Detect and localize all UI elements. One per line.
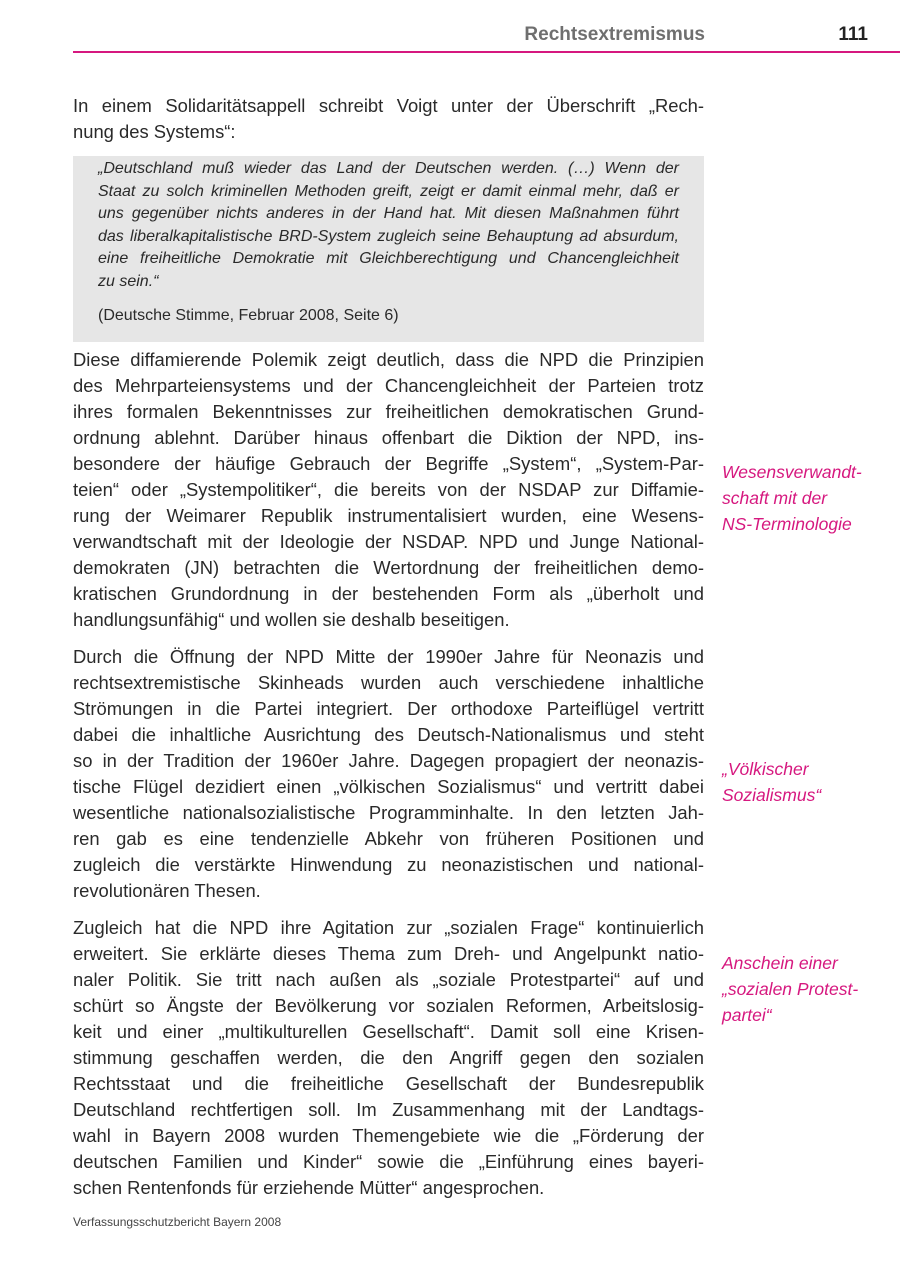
text-line: erweitert. Sie erklärte dieses Thema zum Dreh- und Angelpunkt natio-	[73, 943, 704, 965]
text-line: Rechtsstaat und die freiheitliche Gesellschaft der Bundesrepublik	[73, 1073, 704, 1095]
text-line: „Deutschland muß wieder das Land der Deutschen werden. (…) Wenn der	[98, 160, 679, 177]
quote-source: (Deutsche Stimme, Februar 2008, Seite 6)	[98, 306, 399, 324]
text-line: In einem Solidaritätsappell schreibt Voigt unter der Überschrift „Rech-	[73, 95, 704, 116]
text-line: Wesensverwandt-	[722, 462, 862, 482]
text-line: ordnung ablehnt. Darüber hinaus offenbart die Diktion der NPD, ins-	[73, 427, 704, 449]
text-line: nung des Systems“:	[73, 121, 236, 142]
text-line: „sozialen Protest-	[722, 979, 859, 999]
text-line: Durch die Öffnung der NPD Mitte der 1990er Jahre für Neonazis und	[73, 646, 704, 668]
text-line: verwandtschaft mit der Ideologie der NSDAP. NPD und Junge National-	[73, 531, 704, 553]
quote-text	[98, 158, 679, 294]
text-line: uns gegenüber nichts anderes in der Hand hat. Mit diesen Maßnahmen führt	[98, 205, 679, 223]
text-line: partei“	[722, 1005, 772, 1025]
text-line: schen Rentenfonds für erziehende Mütter“ angesprochen.	[73, 1177, 545, 1199]
header-divider	[73, 51, 900, 53]
intro-paragraph	[73, 93, 704, 145]
margin-note-voelkischer-sozialismus	[722, 756, 892, 808]
main-text-column	[73, 93, 704, 1212]
text-line: stimmung geschaffen werden, die den Angriff gegen den sozialen	[73, 1047, 704, 1069]
section-title: Rechtsextremismus	[524, 24, 705, 45]
text-line: „Völkischer	[722, 759, 809, 779]
text-line: naler Politik. Sie tritt nach außen als „soziale Protestpartei“ auf und	[73, 969, 704, 991]
text-line: des Mehrparteiensystems und der Chancengleichheit der Parteien trotz	[73, 375, 704, 397]
text-line: so in der Tradition der 1960er Jahre. Dagegen propagiert der neonazis-	[73, 750, 704, 772]
text-line: Zugleich hat die NPD ihre Agitation zur „sozialen Frage“ kontinuierlich	[73, 917, 704, 939]
text-line: zu sein.“	[98, 272, 159, 290]
body-paragraph-1	[73, 347, 704, 633]
text-line: Deutschland rechtfertigen soll. Im Zusammenhang mit der Landtags-	[73, 1099, 704, 1121]
text-line: schürt so Ängste der Bevölkerung vor sozialen Reformen, Arbeitslosig-	[73, 995, 704, 1017]
text-line: rechtsextremistische Skinheads wurden auch verschiedene inhaltliche	[73, 672, 704, 694]
text-line: Staat zu solch kriminellen Methoden greift, zeigt er damit einmal mehr, daß er	[98, 182, 679, 200]
text-line: eine freiheitliche Demokratie mit Gleichberechtigung und Chancengleichheit	[98, 250, 679, 268]
text-line: handlungsunfähig“ und wollen sie deshalb beseitigen.	[73, 609, 510, 631]
text-line: keit und einer „multikulturellen Gesellschaft“. Damit soll eine Krisen-	[73, 1021, 704, 1043]
text-line: wesentliche nationalsozialistische Programminhalte. In den letzten Jah-	[73, 802, 704, 824]
text-line: wahl in Bayern 2008 wurden Themengebiete wie die „Förderung der	[73, 1125, 704, 1147]
body-paragraph-3	[73, 915, 704, 1201]
text-line: revolutionären Thesen.	[73, 880, 261, 902]
text-line: deutschen Familien und Kinder“ sowie die „Einführung eines bayeri-	[73, 1151, 704, 1173]
text-line: Sozialismus“	[722, 785, 822, 805]
body-paragraph-2	[73, 644, 704, 904]
margin-note-ns-terminology	[722, 459, 892, 537]
text-line: das liberalkapitalistische BRD-System zugleich seine Behauptung ad absurdum,	[98, 227, 679, 245]
margin-note-soziale-protestpartei	[722, 950, 892, 1028]
text-line: besondere der häufige Gebrauch der Begriffe „System“, „System-Par-	[73, 453, 704, 475]
text-line: Anschein einer	[722, 953, 838, 973]
text-line: Strömungen in die Partei integriert. Der orthodoxe Parteiflügel vertritt	[73, 698, 704, 720]
text-line: ihres formalen Bekenntnisses zur freiheitlichen demokratischen Grund-	[73, 401, 704, 423]
text-line: tische Flügel dezidiert einen „völkischen Sozialismus“ und vertritt dabei	[73, 776, 704, 798]
text-line: Diese diffamierende Polemik zeigt deutlich, dass die NPD die Prinzipien	[73, 349, 704, 371]
text-line: ren gab es eine tendenzielle Abkehr von früheren Positionen und	[73, 828, 704, 850]
text-line: NS-Terminologie	[722, 514, 852, 534]
text-line: rung der Weimarer Republik instrumentalisiert wurden, eine Wesens-	[73, 505, 704, 527]
text-line: schaft mit der	[722, 488, 828, 508]
page-number: 111	[838, 24, 868, 45]
text-line: demokraten (JN) betrachten die Wertordnung der freiheitlichen demo-	[73, 557, 704, 579]
quote-box	[73, 156, 704, 342]
text-line: dabei die inhaltliche Ausrichtung des Deutsch-Nationalismus und steht	[73, 724, 704, 746]
text-line: teien“ oder „Systempolitiker“, die bereits von der NSDAP zur Diffamie-	[73, 479, 704, 501]
footer-text: Verfassungsschutzbericht Bayern 2008	[73, 1215, 282, 1229]
text-line: zugleich die verstärkte Hinwendung zu neonazistischen und national-	[73, 854, 704, 876]
text-line: kratischen Grundordnung in der bestehenden Form als „überholt und	[73, 583, 704, 605]
